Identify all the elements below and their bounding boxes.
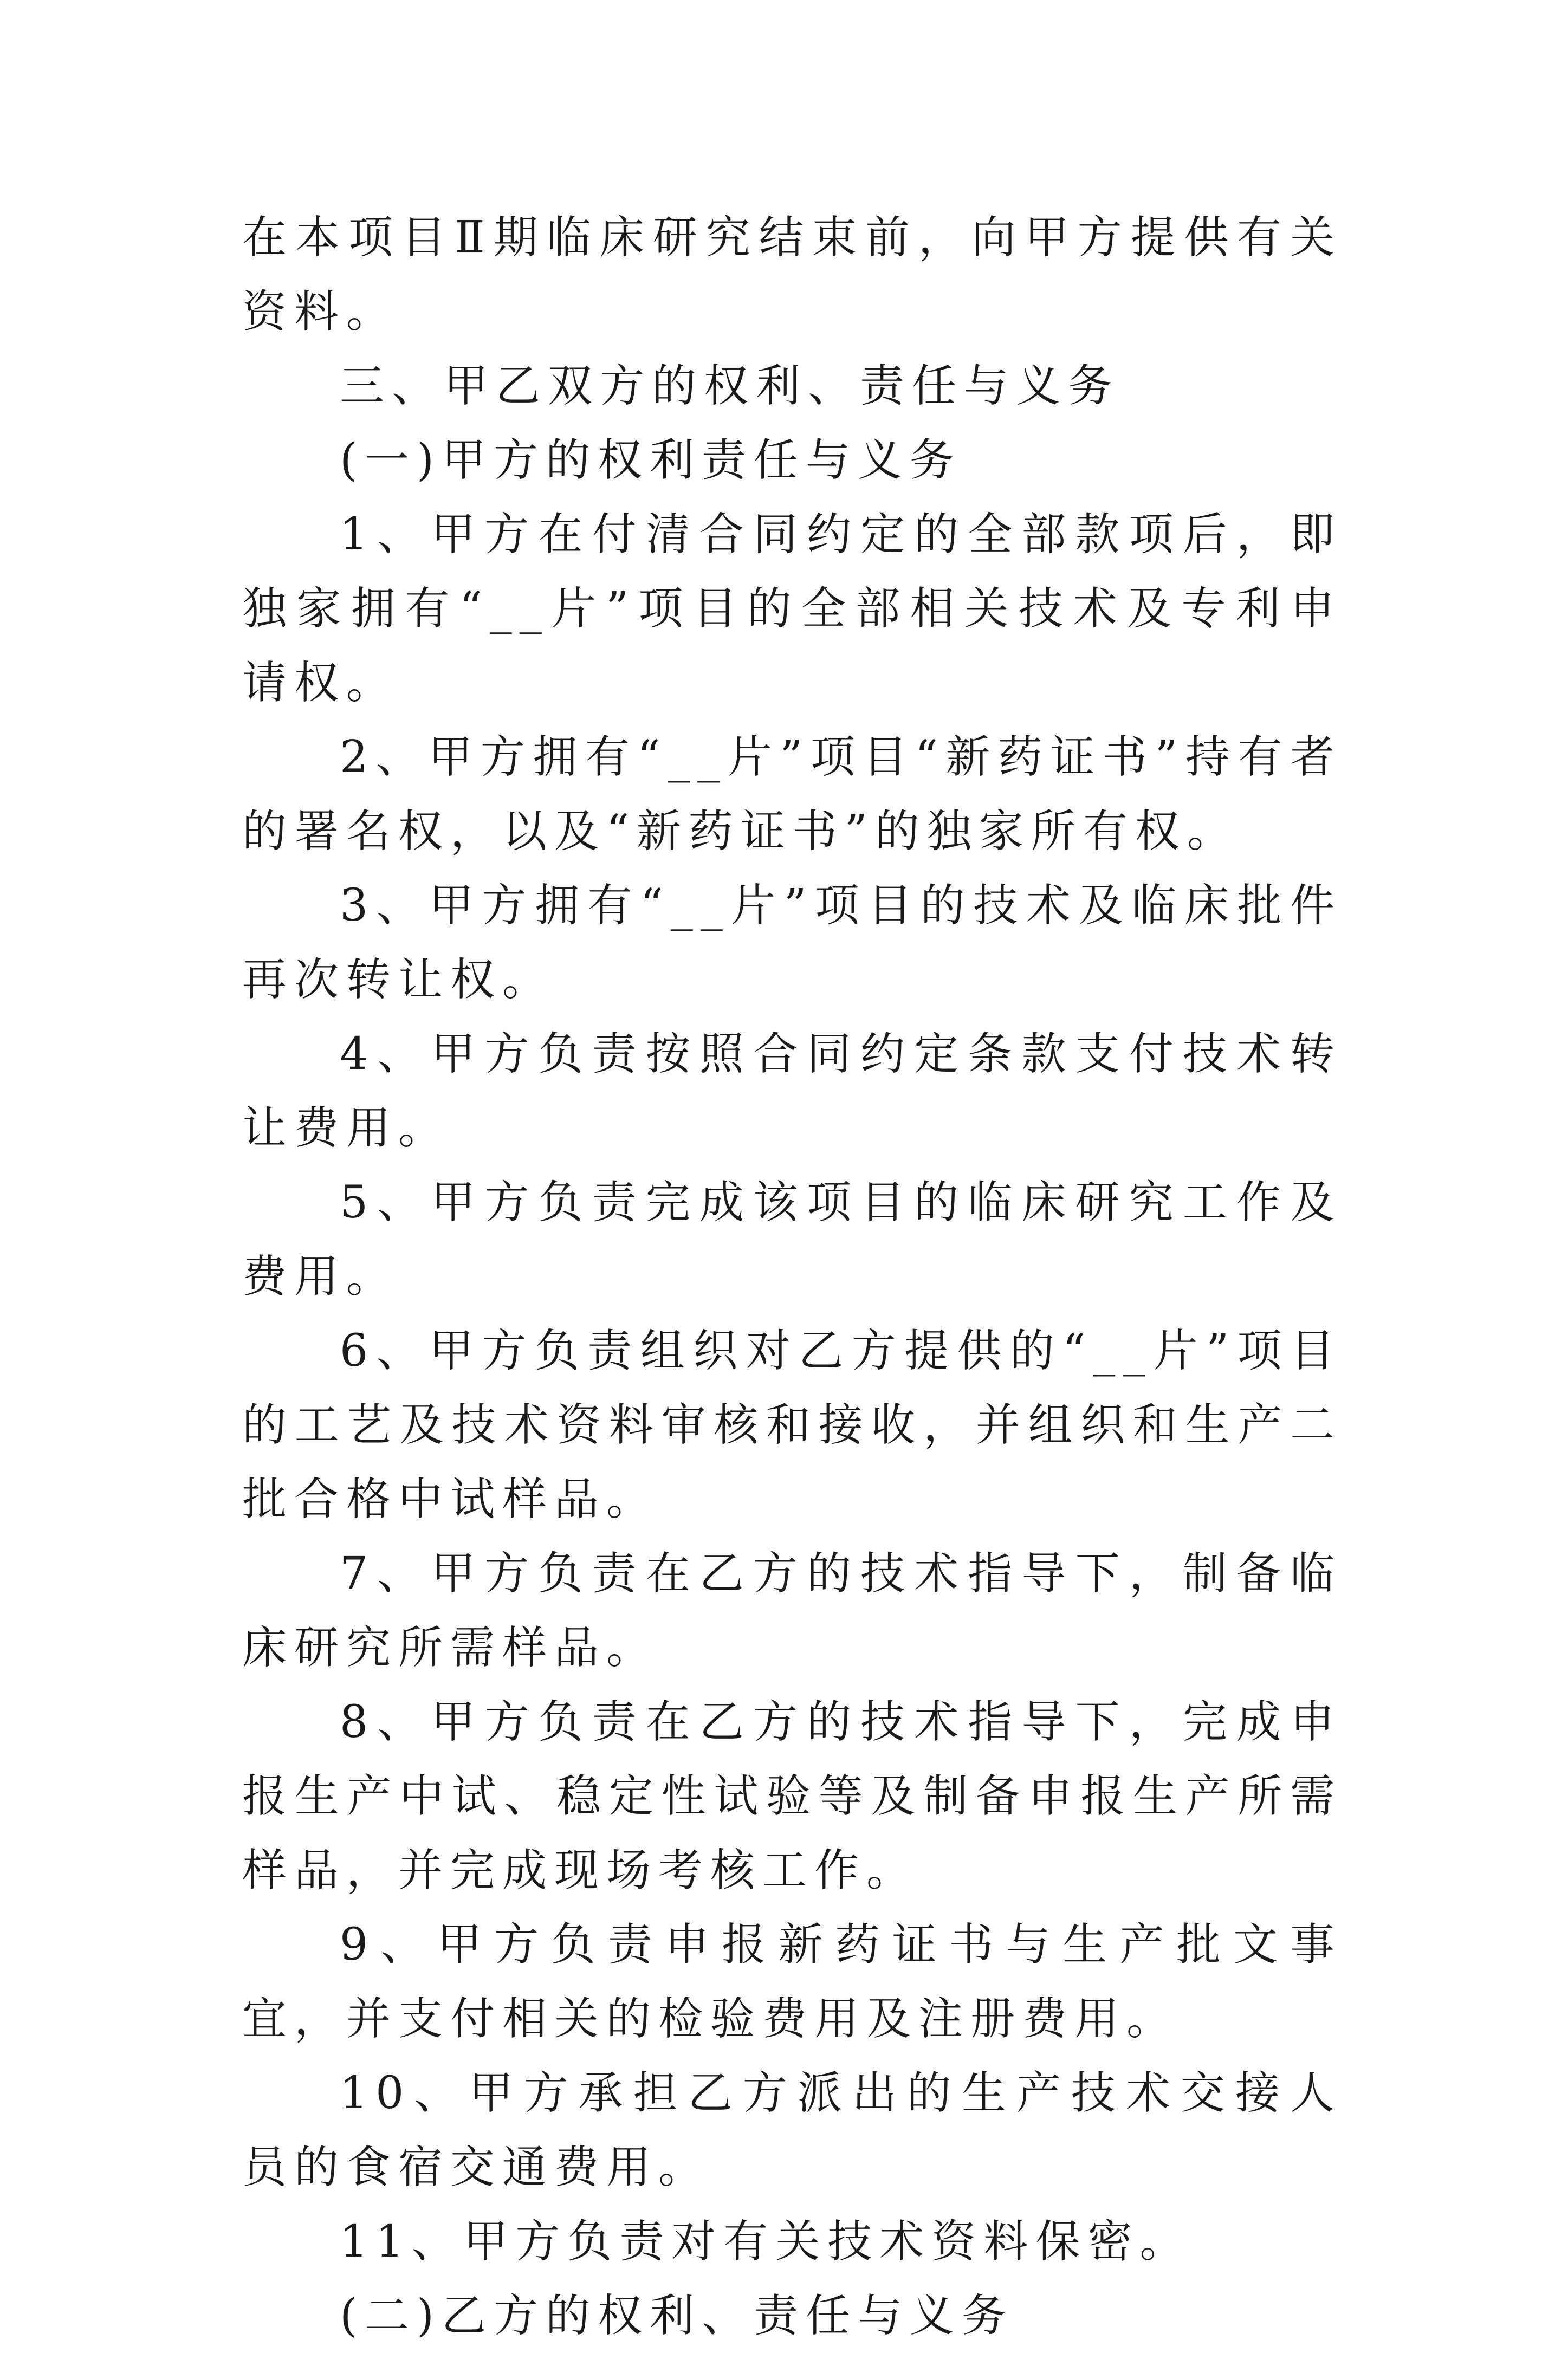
subsection-heading-party-a: (一)甲方的权利责任与义务: [340, 435, 962, 486]
subsection-heading-party-b: (二)乙方的权利、责任与义务: [340, 2290, 1014, 2342]
clause-a-4: 4、甲方负责按照合同约定条款支付技术转让费用。: [242, 1028, 1342, 1154]
clause-a-1: 1、甲方在付清合同约定的全部款项后，即独家拥有“__片”项目的全部相关技术及专利申请权。: [242, 509, 1342, 709]
clause-a-8: 8、甲方负责在乙方的技术指导下，完成申报生产中试、稳定性试验等及制备申报生产所需样品，并完成现场考核工作。: [242, 1696, 1342, 1896]
clause-a-9: 9、甲方负责申报新药证书与生产批文事宜，并支付相关的检验费用及注册费用。: [242, 1919, 1342, 2045]
clause-a-7: 7、甲方负责在乙方的技术指导下，制备临床研究所需样品。: [242, 1548, 1342, 1674]
clause-a-10: 10、甲方承担乙方派出的生产技术交接人员的食宿交通费用。: [242, 2067, 1342, 2193]
clause-a-11: 11、甲方负责对有关技术资料保密。: [340, 2216, 1192, 2267]
clause-a-5: 5、甲方负责完成该项目的临床研究工作及费用。: [242, 1177, 1342, 1302]
clause-a-2: 2、甲方拥有“__片”项目“新药证书”持有者的署名权，以及“新药证书”的独家所有权。: [242, 731, 1342, 857]
document-body: [242, 200, 1342, 2353]
section-heading-rights-obligations: 三、甲乙双方的权利、责任与义务: [340, 360, 1120, 412]
clause-a-6: 6、甲方负责组织对乙方提供的“__片”项目的工艺及技术资料审核和接收，并组织和生产二批合格中试样品。: [242, 1325, 1342, 1525]
paragraph-continuation: 在本项目Ⅱ期临床研究结束前，向甲方提供有关资料。: [242, 212, 1342, 338]
clause-a-3: 3、甲方拥有“__片”项目的技术及临床批件再次转让权。: [242, 880, 1342, 1006]
